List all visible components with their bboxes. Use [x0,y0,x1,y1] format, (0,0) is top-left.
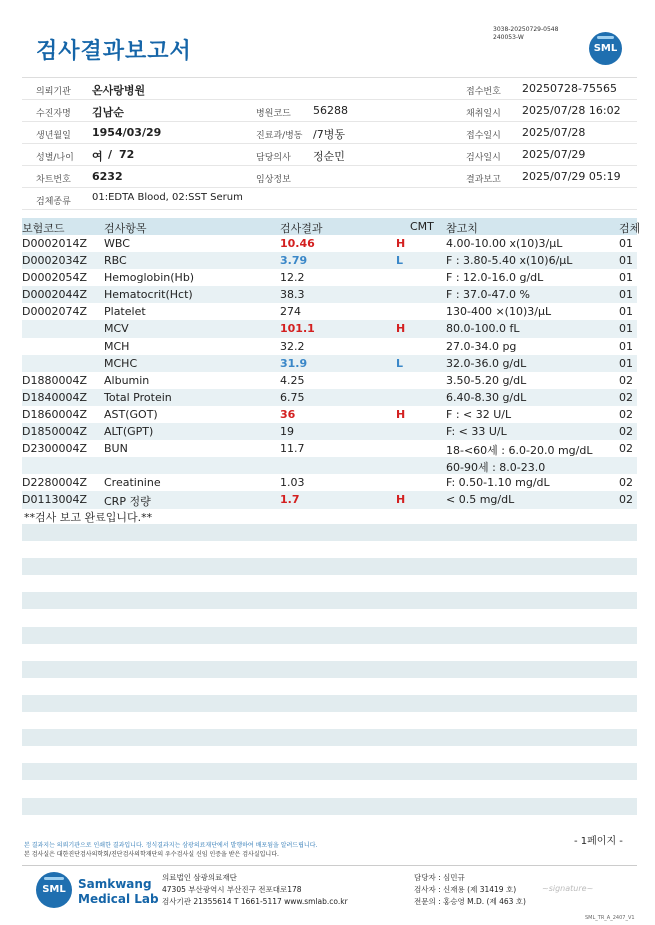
specimen-code: 02 [619,407,633,421]
empty-row-band [22,627,637,644]
reference-range: F : 3.80-5.40 x(10)6/µL [446,254,573,268]
reference-range: 18-<60세 : 6.0-20.0 mg/dL [446,444,593,458]
test-name: AST(GOT) [104,407,158,421]
specimen-code: 02 [619,390,633,404]
results-header [22,218,641,235]
result-flag: L [396,254,404,268]
test-name: Hemoglobin(Hb) [104,271,195,285]
reference-range: F : 37.0-47.0 % [446,288,530,302]
test-code: D1880004Z [22,373,87,387]
staff-info [414,872,526,908]
specimen-code: 02 [619,373,633,387]
results-table [22,218,641,509]
label: 차트번호 [36,175,71,185]
test-result: 38.3 [280,288,305,302]
org-line: 검사기관 21355614 T 1661-5117 www.smlab.co.kr [162,897,348,906]
result-flag: H [396,493,406,507]
staff-line: 전문의 : 홍승영 M.D. (제 463 호) [414,897,526,906]
complete-message: **검사 보고 완료입니다.** [24,511,153,524]
table-row [22,440,637,457]
test-code: D0002074Z [22,305,87,319]
test-code: D0002014Z [22,237,87,250]
test-result: 6.75 [280,390,305,404]
institution-value: 온사랑병원 [92,84,146,97]
label: 검체종류 [36,197,71,207]
header-code: 보험코드 [22,222,65,235]
staff-line: 담당자 : 심민규 [414,873,465,882]
test-code: D2280004Z [22,476,87,490]
label: 임상정보 [256,175,291,185]
reference-range: 60-90세 : 8.0-23.0 [446,461,546,475]
org-info [162,872,348,908]
test-name: CRP 정량 [104,495,151,509]
report-datetime-value: 2025/07/29 05:19 [522,170,621,183]
header-cmt: CMT [410,220,434,233]
page-title: 검사결과보고서 [36,39,192,64]
receipt-no-value: 20250728-75565 [522,82,617,95]
patient-info-table [22,77,637,210]
header-name: 검사항목 [104,222,147,235]
notice [24,841,317,859]
test-name: Total Protein [104,390,172,404]
test-name: MCV [104,322,129,336]
header-ref: 참고치 [446,222,478,235]
info-row [22,144,637,166]
test-name: MCH [104,339,130,353]
table-row [22,372,637,389]
specimen-value: 01:EDTA Blood, 02:SST Serum [92,192,243,203]
test-code: D1850004Z [22,425,87,439]
test-code: D0113004Z [22,493,87,507]
table-row [22,269,637,286]
hospital-code-value: 56288 [313,104,348,117]
label: 의뢰기관 [36,87,71,97]
test-name: WBC [104,237,130,250]
footer-divider [22,865,637,866]
specimen-code: 01 [619,254,633,268]
brand-name [78,877,159,907]
reference-range: F: 0.50-1.10 mg/dL [446,476,550,490]
table-row [22,338,637,355]
test-name: ALT(GPT) [104,425,154,439]
header-spec: 검체 [619,222,641,235]
specimen-code: 02 [619,442,633,456]
specimen-code: 01 [619,339,633,353]
dept-value: /7병동 [313,128,345,141]
empty-row-band [22,798,637,815]
test-result: 3.79 [280,254,308,268]
info-row [22,77,637,100]
form-code: SML_TR_A_2407_V1 [585,915,635,921]
reference-range: < 0.5 mg/dL [446,493,515,507]
org-line: 의료법인 삼광의료재단 [162,873,237,882]
empty-row-band [22,524,637,541]
reference-range: 32.0-36.0 g/dL [446,356,527,370]
empty-row-band [22,661,637,678]
reference-range: 27.0-34.0 pg [446,339,517,353]
label: 성별/나이 [36,153,74,163]
empty-row-band [22,695,637,712]
info-row [22,100,637,122]
table-row [22,423,637,440]
table-row [22,303,637,320]
table-row [22,235,637,252]
document-code [493,26,558,42]
test-result: 36 [280,407,296,421]
table-row [22,389,637,406]
reference-range: F : < 32 U/L [446,407,512,421]
table-row [22,474,637,491]
test-result: 19 [280,425,294,439]
label: 채취일시 [466,109,501,119]
test-name: RBC [104,254,127,268]
label: 접수일시 [466,131,501,141]
sex-value: 여 [92,150,103,163]
reference-range: 4.00-10.00 x(10)3/µL [446,237,563,250]
test-name: BUN [104,442,128,456]
sex-age-separator: / [108,148,113,161]
collect-datetime-value: 2025/07/28 16:02 [522,104,621,117]
label: 검사일시 [466,153,501,163]
test-result: 32.2 [280,339,305,353]
test-result: 1.7 [280,493,300,507]
label: 접수번호 [466,87,501,97]
test-result: 12.2 [280,271,305,285]
reference-range: F: < 33 U/L [446,425,507,439]
label: 병원코드 [256,109,291,119]
test-name: Platelet [104,305,146,319]
chart-no-value: 6232 [92,170,123,183]
test-name: Albumin [104,373,150,387]
empty-row-band [22,592,637,609]
test-name: Hematocrit(Hct) [104,288,193,302]
table-row [22,320,637,337]
test-name: Creatinine [104,476,161,490]
specimen-code: 02 [619,476,633,490]
specimen-code: 02 [619,493,633,507]
staff-line: 검사자 : 신재용 (제 31419 호) [414,885,517,894]
test-result: 4.25 [280,373,305,387]
patient-name-value: 김남순 [92,106,124,119]
org-line: 47305 부산광역시 부산진구 전포대로178 [162,885,302,894]
label: 수진자명 [36,109,71,119]
reference-range: F : 12.0-16.0 g/dL [446,271,544,285]
brand-line-2: Medical Lab [78,892,159,906]
result-flag: L [396,356,404,370]
sml-logo: SML [589,32,622,65]
test-code: D2300004Z [22,442,87,456]
test-code: D0002044Z [22,288,87,302]
reference-range: 130-400 ×(10)3/µL [446,305,552,319]
age-value: 72 [119,148,135,161]
empty-row-band [22,763,637,780]
test-name: MCHC [104,356,138,370]
label: 생년월일 [36,131,71,141]
table-row [22,355,637,372]
table-row [22,457,637,474]
empty-row-bands [22,524,637,832]
empty-row-band [22,729,637,746]
specimen-code: 01 [619,237,633,250]
test-code: D1860004Z [22,407,87,421]
sml-logo-footer: SML [36,872,72,908]
label: 결과보고 [466,175,501,185]
table-row [22,406,637,423]
test-result: 10.46 [280,237,315,250]
specimen-code: 01 [619,288,633,302]
result-flag: H [396,237,406,250]
label: 담당의사 [256,153,291,163]
test-result: 11.7 [280,442,305,456]
doctor-value: 정순민 [313,150,345,163]
receipt-date-value: 2025/07/28 [522,126,586,139]
specimen-code: 01 [619,305,633,319]
test-date-value: 2025/07/29 [522,148,586,161]
brand-line-1: Samkwang [78,877,152,891]
specimen-code: 01 [619,322,633,336]
test-result: 101.1 [280,322,315,336]
info-row [22,122,637,144]
test-result: 31.9 [280,356,308,370]
test-result: 274 [280,305,301,319]
test-code: D0002054Z [22,271,87,285]
reference-range: 80.0-100.0 fL [446,322,520,336]
signature-image: ~signature~ [542,884,594,893]
specimen-code: 01 [619,271,633,285]
notice-line-2: 본 검사실은 대한진단검사의학회/진단검사의학재단의 우수검사실 신임 인증을 받은 검사실입니다. [24,851,279,858]
results-body [22,235,637,509]
test-code: D1840004Z [22,390,87,404]
table-row [22,252,637,269]
result-flag: H [396,407,406,421]
reference-range: 3.50-5.20 g/dL [446,373,527,387]
table-row [22,491,637,508]
birth-value: 1954/03/29 [92,126,162,139]
document-code-line: 3038-20250729-0548 [493,26,559,33]
notice-line-1: 본 결과지는 의뢰기관으로 인쇄한 결과입니다. 정식결과지는 삼광의료재단에서 발행하여 배포됨을 알려드립니다. [24,842,318,849]
info-row [22,166,637,188]
header-result: 검사결과 [280,222,323,235]
result-flag: H [396,322,406,336]
empty-row-band [22,558,637,575]
specimen-code: 01 [619,356,633,370]
page-number: - 1페이지 - [574,836,623,847]
info-row [22,188,637,210]
table-row [22,286,637,303]
test-result: 1.03 [280,476,305,490]
label: 진료과/병동 [256,131,303,141]
test-code: D0002034Z [22,254,87,268]
specimen-code: 02 [619,425,633,439]
document-code-line: 240053-W [493,34,524,41]
reference-range: 6.40-8.30 g/dL [446,390,527,404]
